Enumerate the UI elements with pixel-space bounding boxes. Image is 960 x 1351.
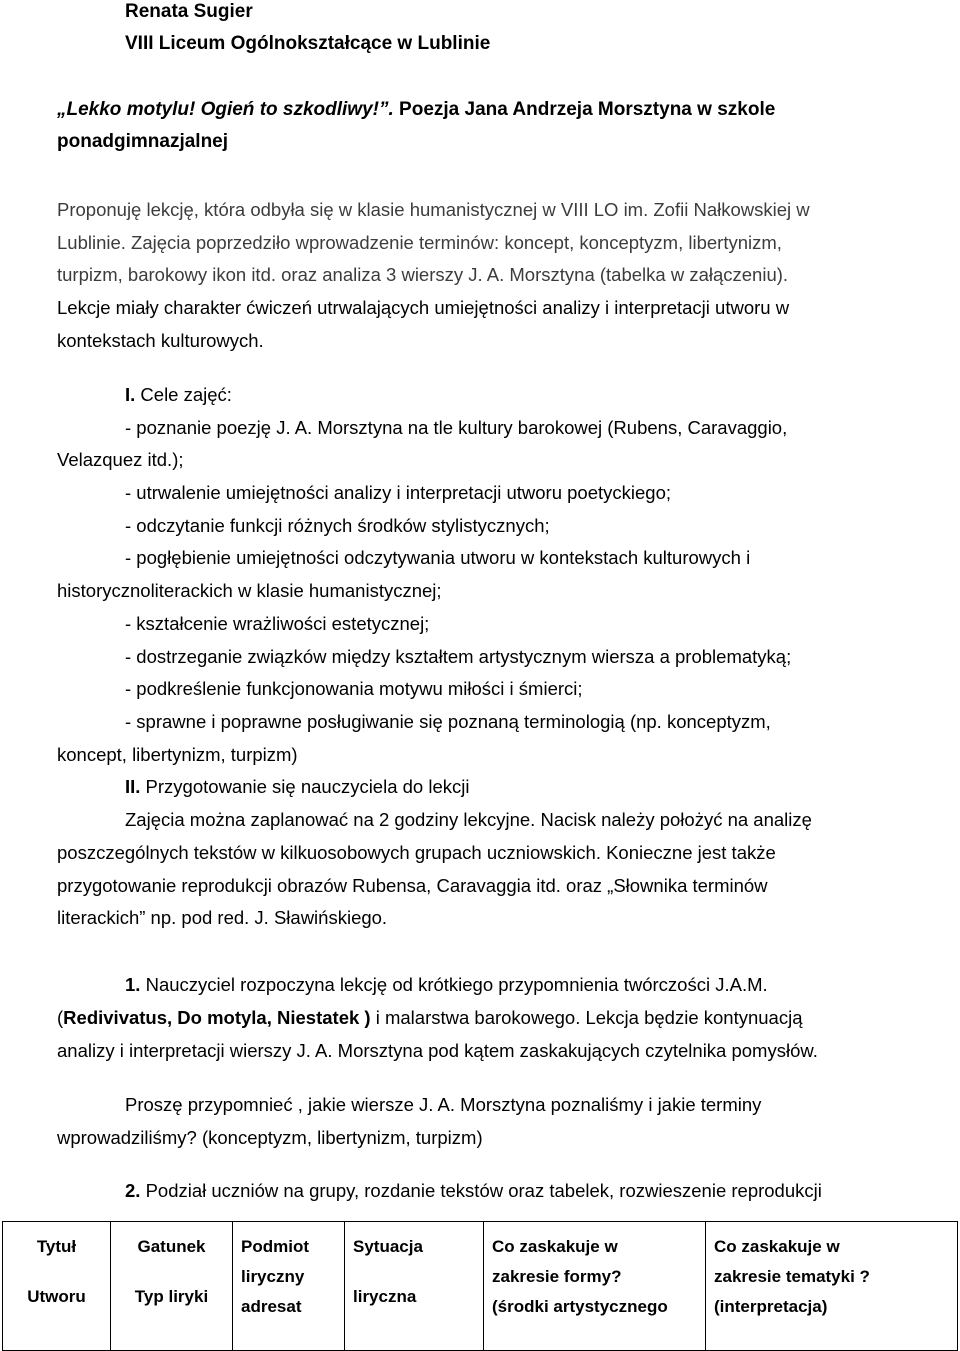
step-1-text: Nauczyciel rozpoczyna lekcję od krótkiego przypomnienia twórczości J.A.M. xyxy=(140,974,768,995)
goal-item: - kształcenie wrażliwości estetycznej; xyxy=(125,613,430,634)
header-text: Gatunek xyxy=(137,1237,206,1256)
intro-line-1: Proponuję lekcję, która odbyła się w klasie humanistycznej w VIII LO im. Zofii Nałkowskiej w xyxy=(57,199,810,220)
step-1-line-4: Proszę przypomnieć , jakie wiersze J. A. Morsztyna poznaliśmy i jakie terminy xyxy=(125,1094,762,1115)
goal-item: - poznanie poezję J. A. Morsztyna na tle kultury barokowej (Rubens, Caravaggio, xyxy=(125,417,788,438)
header-text: Co zaskakuje w xyxy=(492,1237,618,1256)
goals-number: I. xyxy=(125,384,136,405)
goal-item: - podkreślenie funkcjonowania motywu miłości i śmierci; xyxy=(125,678,583,699)
col-header-form xyxy=(484,1222,706,1351)
step-2-line-1 xyxy=(125,1180,822,1202)
goal-item: - dostrzeganie związków między kształtem artystycznym wiersza a problematyką; xyxy=(125,646,792,667)
prep-line-3: przygotowanie reprodukcji obrazów Rubensa, Caravaggia itd. oraz „Słownika terminów xyxy=(57,875,768,896)
goal-item: historycznoliterackich w klasie humanistycznej; xyxy=(57,580,442,601)
step-1-number: 1. xyxy=(125,974,141,995)
intro-line-2: Lublinie. Zajęcia poprzedziło wprowadzenie terminów: koncept, konceptyzm, libertynizm, xyxy=(57,232,782,253)
step-2-number: 2. xyxy=(125,1180,141,1201)
school-name: VIII Liceum Ogólnokształcące w Lublinie xyxy=(125,33,491,54)
col-header-title xyxy=(3,1222,111,1351)
intro-line-5: kontekstach kulturowych. xyxy=(57,330,264,351)
step-1-line-1 xyxy=(125,974,768,996)
step-2-text: Podział uczniów na grupy, rozdanie tekstów oraz tabelek, rozwieszenie reprodukcji xyxy=(140,1180,822,1201)
col-header-lyrical-subject xyxy=(233,1222,345,1351)
prep-line-1: Zajęcia można zaplanować na 2 godziny lekcyjne. Nacisk należy położyć na analizę xyxy=(125,809,812,830)
goal-item: - sprawne i poprawne posługiwanie się poznaną terminologią (np. konceptyzm, xyxy=(125,711,771,732)
col-header-situation xyxy=(345,1222,484,1351)
header-text: Co zaskakuje w xyxy=(714,1237,840,1256)
step-1-line-2 xyxy=(57,1007,802,1029)
lesson-title-line2: ponadgimnazjalnej xyxy=(57,131,229,152)
goal-item: - odczytanie funkcji różnych środków stylistycznych; xyxy=(125,515,550,536)
step-1-paren: ( xyxy=(57,1007,64,1028)
header-text: Typ liryki xyxy=(134,1287,209,1306)
intro-line-4: Lekcje miały charakter ćwiczeń utrwalających umiejętności analizy i interpretacji utworu w xyxy=(57,297,790,318)
header-text: (interpretacja) xyxy=(714,1297,828,1316)
header-text: zakresie tematyki ? xyxy=(714,1267,870,1286)
title-rest: Poezja Jana Andrzeja Morsztyna w szkole xyxy=(393,99,776,120)
step-1-line-2-rest: i malarstwa barokowego. Lekcja będzie kontynuacją xyxy=(370,1007,803,1028)
header-text: Sytuacja xyxy=(353,1237,423,1256)
goal-item: - pogłębienie umiejętności odczytywania utworu w kontekstach kulturowych i xyxy=(125,547,751,568)
prep-line-4: literackich” np. pod red. J. Sławińskiego. xyxy=(57,907,388,928)
analysis-table xyxy=(2,1221,958,1351)
author-name: Renata Sugier xyxy=(125,1,253,22)
header-text: (środki artystycznego xyxy=(492,1297,668,1316)
header-text: Utworu xyxy=(27,1287,86,1306)
goal-item: koncept, libertynizm, turpizm) xyxy=(57,744,298,765)
header-text: liryczny xyxy=(241,1267,305,1286)
lesson-title xyxy=(57,99,775,121)
col-header-theme xyxy=(706,1222,958,1351)
step-1-line-3: analizy i interpretacji wierszy J. A. Morsztyna pod kątem zaskakujących czytelnika pomysłów. xyxy=(57,1040,818,1061)
goal-item: - utrwalenie umiejętności analizy i interpretacji utworu poetyckiego; xyxy=(125,482,672,503)
header-text: adresat xyxy=(241,1297,302,1316)
col-header-genre xyxy=(111,1222,233,1351)
header-text: zakresie formy? xyxy=(492,1267,622,1286)
prep-heading xyxy=(125,776,469,798)
step-1-line-5: wprowadziliśmy? (konceptyzm, libertynizm, turpizm) xyxy=(57,1127,483,1148)
prep-heading-text: Przygotowanie się nauczyciela do lekcji xyxy=(140,776,470,797)
goal-item: Velazquez itd.); xyxy=(57,449,184,470)
goals-heading-text: Cele zajęć: xyxy=(135,384,232,405)
header-text: Podmiot xyxy=(241,1237,309,1256)
goals-heading xyxy=(125,384,232,406)
prep-number: II. xyxy=(125,776,141,797)
title-quote: „Lekko motylu! Ogień to szkodliwy!”. xyxy=(57,99,394,120)
step-1-poem-titles: Redivivatus, Do motyla, Niestatek ) xyxy=(63,1007,371,1028)
intro-line-3: turpizm, barokowy ikon itd. oraz analiza 3 wierszy J. A. Morsztyna (tabelka w załączeniu). xyxy=(57,264,789,285)
header-text: Tytuł xyxy=(36,1237,77,1256)
prep-line-2: poszczególnych tekstów w kilkuosobowych grupach uczniowskich. Konieczne jest także xyxy=(57,842,776,863)
table-header-row xyxy=(3,1222,958,1351)
header-text: liryczna xyxy=(353,1287,417,1306)
